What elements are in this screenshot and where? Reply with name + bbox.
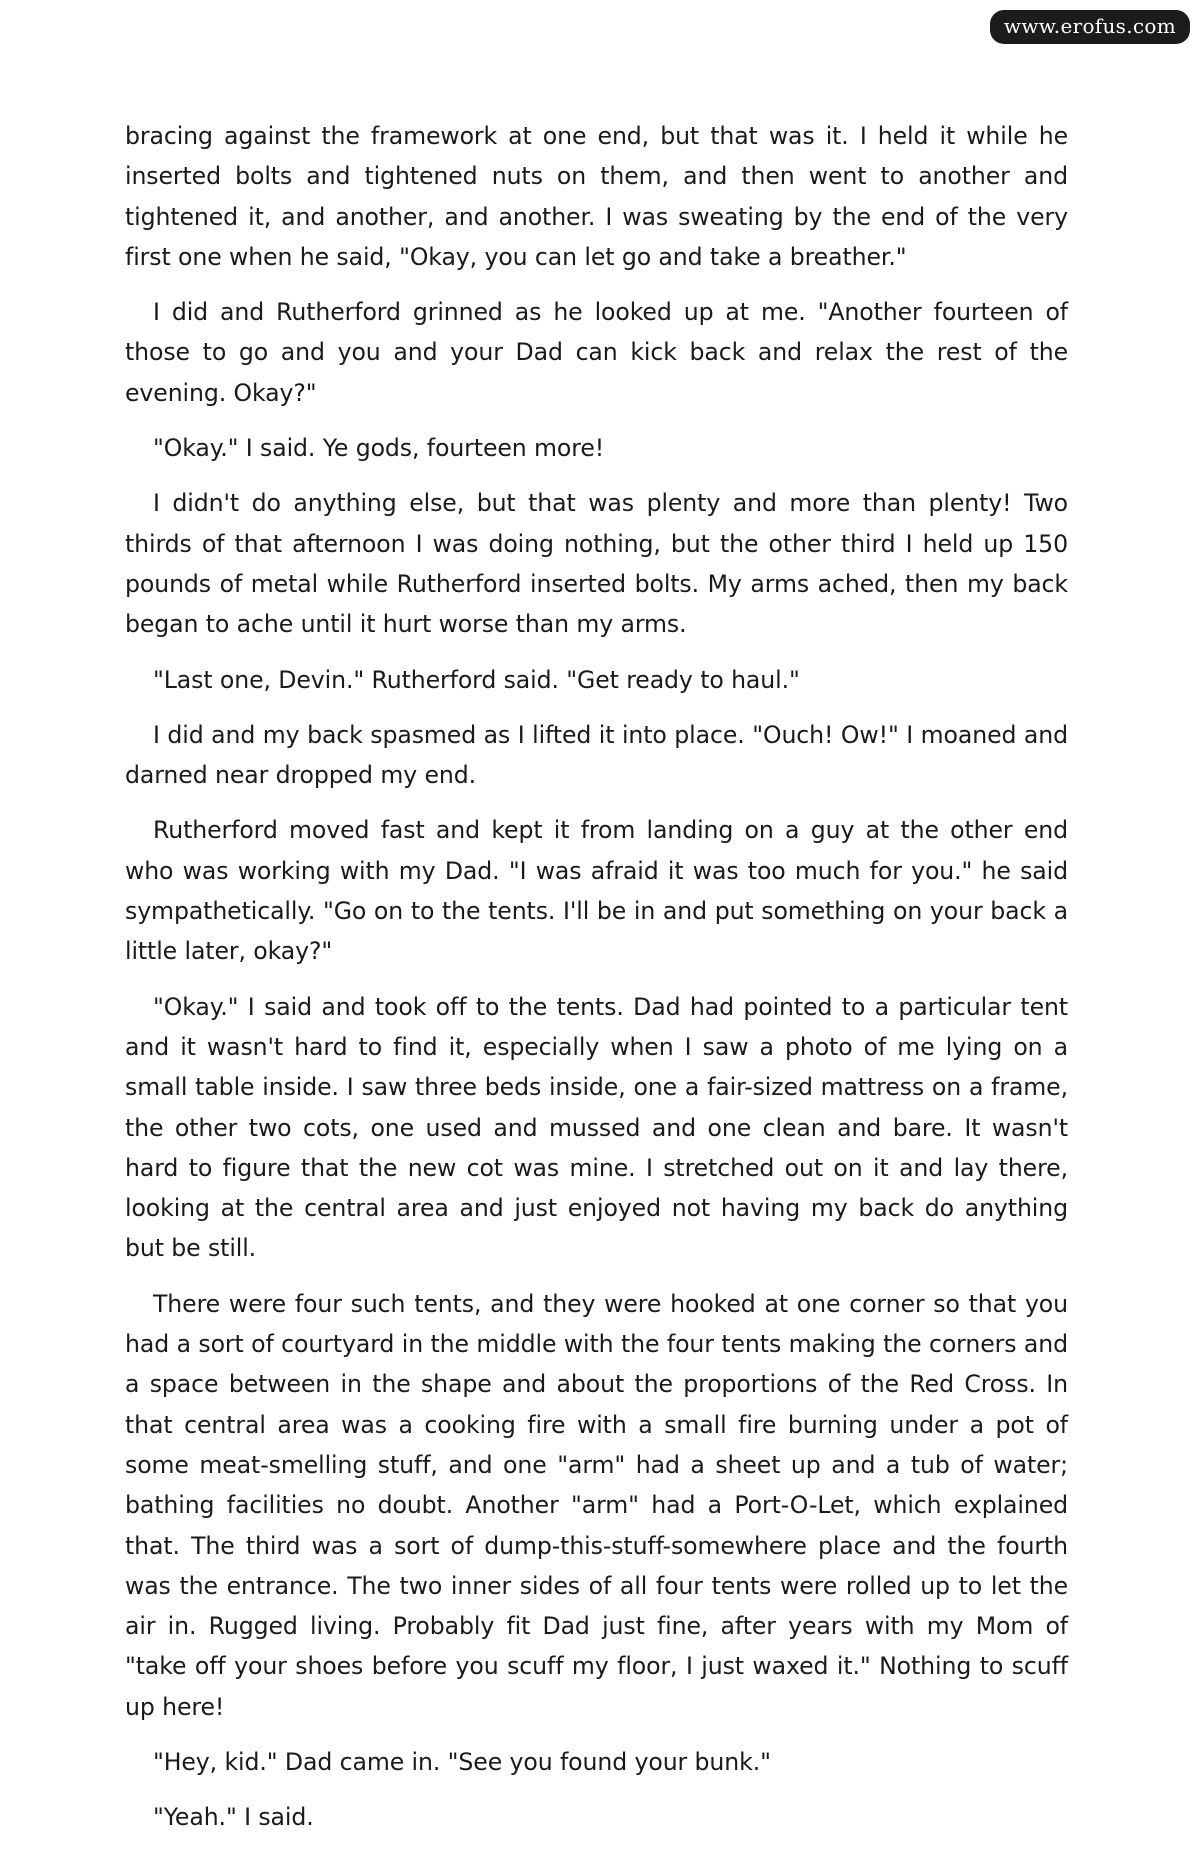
paragraph-4: I didn't do anything else, but that was plenty and more than plenty! Two thirds of that afternoon I was doing nothing, but the other third I held up 150 pounds of metal while Rutherford inserted bolts. My arms ached, then my back began to ache until it hurt worse than my arms.	[125, 489, 1068, 639]
paragraph-3: "Okay." I said. Ye gods, fourteen more!	[153, 434, 605, 463]
paragraph-11: "Yeah." I said.	[153, 1803, 314, 1832]
paragraph-8: "Okay." I said and took off to the tents. Dad had pointed to a particular tent and it wasn't hard to find it, especially when I saw a photo of me lying on a small table inside. I saw three beds inside, one a fair-sized mattress on a frame, the other two cots, one used and mussed and one clean and bare. It wasn't hard to figure that the new cot was mine. I stretched out on it and lay there, looking at the central area and just enjoyed not having my back do anything but be still.	[125, 992, 1068, 1263]
paragraph-7: Rutherford moved fast and kept it from landing on a guy at the other end who was working with my Dad. "I was afraid it was too much for you." he said sympathetically. "Go on to the tents. I'll be in and put something on your back a little later, okay?"	[125, 816, 1068, 966]
paragraph-6: I did and my back spasmed as I lifted it into place. "Ouch! Ow!" I moaned and darned near dropped my end.	[125, 720, 1068, 790]
site-watermark: www.erofus.com	[990, 10, 1190, 44]
paragraph-10: "Hey, kid." Dad came in. "See you found your bunk."	[153, 1747, 771, 1776]
document-page	[125, 116, 1068, 1853]
paragraph-5: "Last one, Devin." Rutherford said. "Get ready to haul."	[153, 665, 800, 694]
paragraph-2: I did and Rutherford grinned as he looked up at me. "Another fourteen of those to go and you and your Dad can kick back and relax the rest of the evening. Okay?"	[125, 298, 1068, 407]
paragraph-9: There were four such tents, and they were hooked at one corner so that you had a sort of courtyard in the middle with the four tents making the corners and a space between in the shape and about the proportions of the Red Cross. In that central area was a cooking fire with a small fire burning under a pot of some meat-smelling stuff, and one "arm" had a sheet up and a tub of water; bathing facilities no doubt. Another "arm" had a Port-O-Let, which explained that. The third was a sort of dump-this-stuff-somewhere place and the fourth was the entrance. The two inner sides of all four tents were rolled up to let the air in. Rugged living. Probably fit Dad just fine, after years with my Mom of "take off your shoes before you scuff my floor, I just waxed it." Nothing to scuff up here!	[125, 1289, 1068, 1721]
paragraph-1: bracing against the framework at one end, but that was it. I held it while he inserted bolts and tightened nuts on them, and then went to another and tightened it, and another, and another. I was sweating by the end of the very first one when he said, "Okay, you can let go and take a breather."	[125, 122, 1068, 271]
